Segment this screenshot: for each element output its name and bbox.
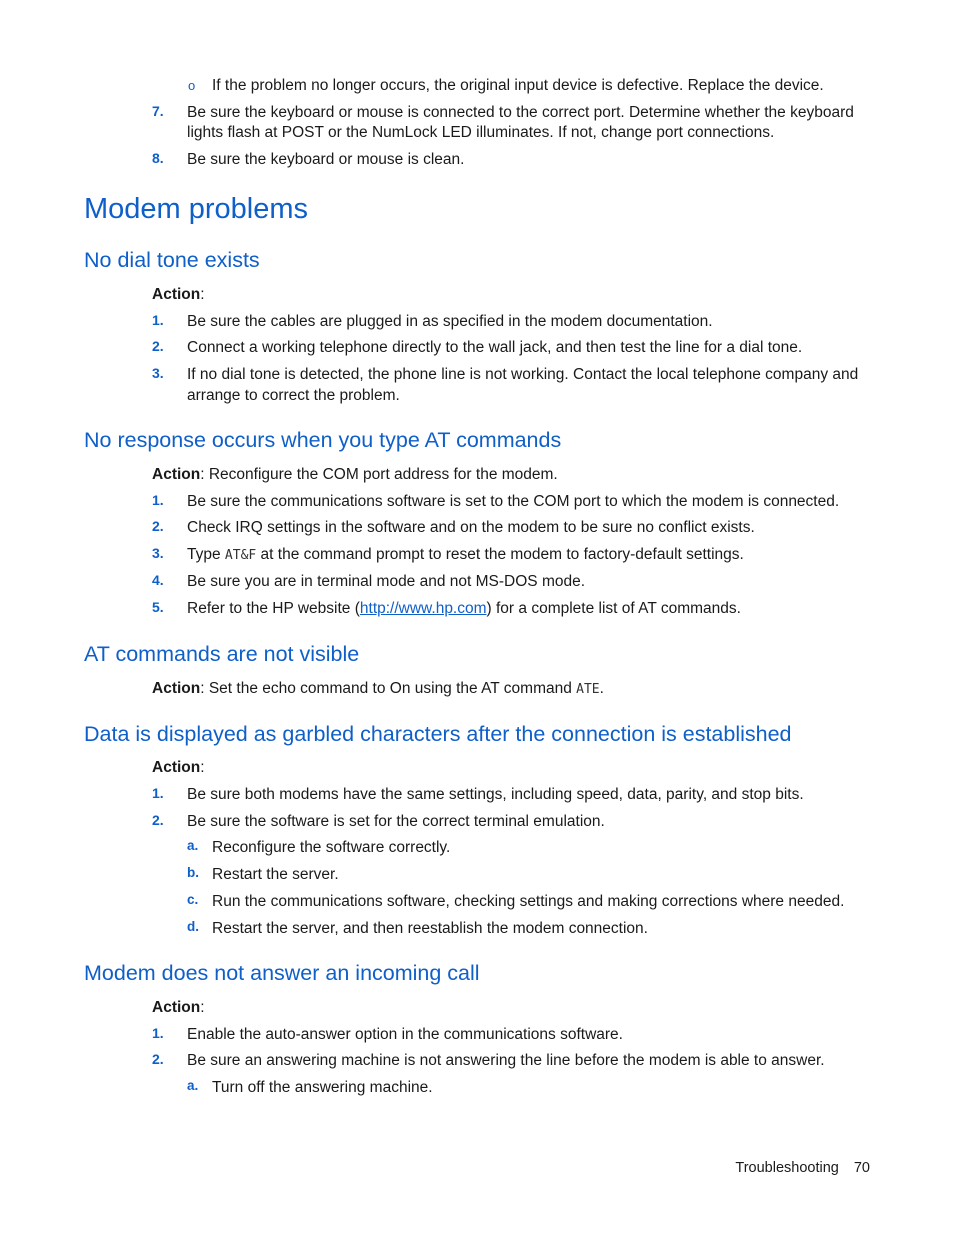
list-item-text: Be sure you are in terminal mode and not MS-DOS mode. xyxy=(187,573,586,590)
list-item-text: lights flash at POST or the NumLock LED illuminates. If not, change port connections. xyxy=(187,124,775,141)
action-suffix: : xyxy=(200,759,205,776)
list-item-text xyxy=(187,544,744,566)
list-number: 5. xyxy=(152,599,164,615)
list-item-text: Be sure the keyboard or mouse is connected to the correct port. Determine whether the keyboard xyxy=(187,104,854,121)
action-line xyxy=(152,678,604,700)
list-number: 2. xyxy=(152,338,164,354)
text-fragment: ) for a complete list of AT commands. xyxy=(486,600,741,617)
sub-item-text: Turn off the answering machine. xyxy=(212,1079,433,1096)
list-item-text: Be sure an answering machine is not answering the line before the modem is able to answer. xyxy=(187,1052,825,1069)
subsection-heading: No dial tone exists xyxy=(84,248,260,272)
hp-website-link[interactable]: http://www.hp.com xyxy=(359,600,487,617)
action-suffix: : xyxy=(200,286,205,303)
action-line xyxy=(152,757,205,778)
list-number: 3. xyxy=(152,365,164,381)
list-item-text xyxy=(187,598,741,619)
list-item-text: Enable the auto-answer option in the communications software. xyxy=(187,1026,623,1043)
list-item-text: Connect a working telephone directly to the wall jack, and then test the line for a dial tone. xyxy=(187,339,803,356)
action-text: : Set the echo command to On using the AT command xyxy=(200,680,577,697)
list-number: 2. xyxy=(152,518,164,534)
list-item-text: arrange to correct the problem. xyxy=(187,387,400,404)
action-text: : Reconfigure the COM port address for the modem. xyxy=(200,466,558,483)
sub-item-text: Restart the server. xyxy=(212,866,339,883)
action-suffix: : xyxy=(200,999,205,1016)
sub-item-text: Run the communications software, checking settings and making corrections where needed. xyxy=(212,893,845,910)
sub-letter: c. xyxy=(187,892,199,907)
text-fragment: Refer to the HP website ( xyxy=(187,600,360,617)
sub-letter: b. xyxy=(187,865,199,880)
list-number: 4. xyxy=(152,572,164,588)
list-item-text: Be sure the communications software is set to the COM port to which the modem is connected. xyxy=(187,493,840,510)
list-number: 1. xyxy=(152,785,164,801)
text-fragment: . xyxy=(599,680,604,697)
action-line xyxy=(152,284,205,305)
list-item-text: Be sure the software is set for the correct terminal emulation. xyxy=(187,813,605,830)
action-label: Action xyxy=(152,286,201,303)
action-label: Action xyxy=(152,999,201,1016)
list-number: 1. xyxy=(152,1025,164,1041)
sub-item-text: Restart the server, and then reestablish the modem connection. xyxy=(212,920,648,937)
list-item-text: Be sure the keyboard or mouse is clean. xyxy=(187,151,465,168)
sub-letter: a. xyxy=(187,1078,199,1093)
list-number: 2. xyxy=(152,1051,164,1067)
list-item-text: Be sure the cables are plugged in as specified in the modem documentation. xyxy=(187,313,713,330)
sub-bullet-marker: o xyxy=(188,78,196,93)
action-label: Action xyxy=(152,759,201,776)
inline-code: AT&F xyxy=(224,548,257,563)
action-label: Action xyxy=(152,680,201,697)
list-item-text: If no dial tone is detected, the phone line is not working. Contact the local telephone company and xyxy=(187,366,859,383)
action-line xyxy=(152,464,558,485)
list-number: 8. xyxy=(152,150,164,166)
page-number: 70 xyxy=(853,1160,870,1176)
action-line xyxy=(152,997,205,1018)
sub-letter: a. xyxy=(187,838,199,853)
subsection-heading: Data is displayed as garbled characters after the connection is established xyxy=(84,722,792,746)
subsection-heading: AT commands are not visible xyxy=(84,642,360,666)
list-number: 3. xyxy=(152,545,164,561)
subsection-heading: No response occurs when you type AT commands xyxy=(84,428,562,452)
list-item-text: Be sure both modems have the same settings, including speed, data, parity, and stop bits. xyxy=(187,786,804,803)
sub-bullet-text: If the problem no longer occurs, the original input device is defective. Replace the device. xyxy=(212,77,824,94)
list-item-text: Check IRQ settings in the software and on the modem to be sure no conflict exists. xyxy=(187,519,755,536)
inline-code: ATE xyxy=(576,682,600,697)
subsection-heading: Modem does not answer an incoming call xyxy=(84,961,480,985)
list-number: 1. xyxy=(152,312,164,328)
page-footer xyxy=(735,1158,870,1178)
sub-item-text: Reconfigure the software correctly. xyxy=(212,839,451,856)
page-title: Modem problems xyxy=(84,193,309,225)
list-number: 2. xyxy=(152,812,164,828)
sub-letter: d. xyxy=(187,919,199,934)
action-label: Action xyxy=(152,466,201,483)
list-number: 1. xyxy=(152,492,164,508)
text-fragment: Type xyxy=(187,546,225,563)
footer-section: Troubleshooting xyxy=(735,1160,839,1176)
list-number: 7. xyxy=(152,103,164,119)
text-fragment: at the command prompt to reset the modem to factory-default settings. xyxy=(256,546,744,563)
